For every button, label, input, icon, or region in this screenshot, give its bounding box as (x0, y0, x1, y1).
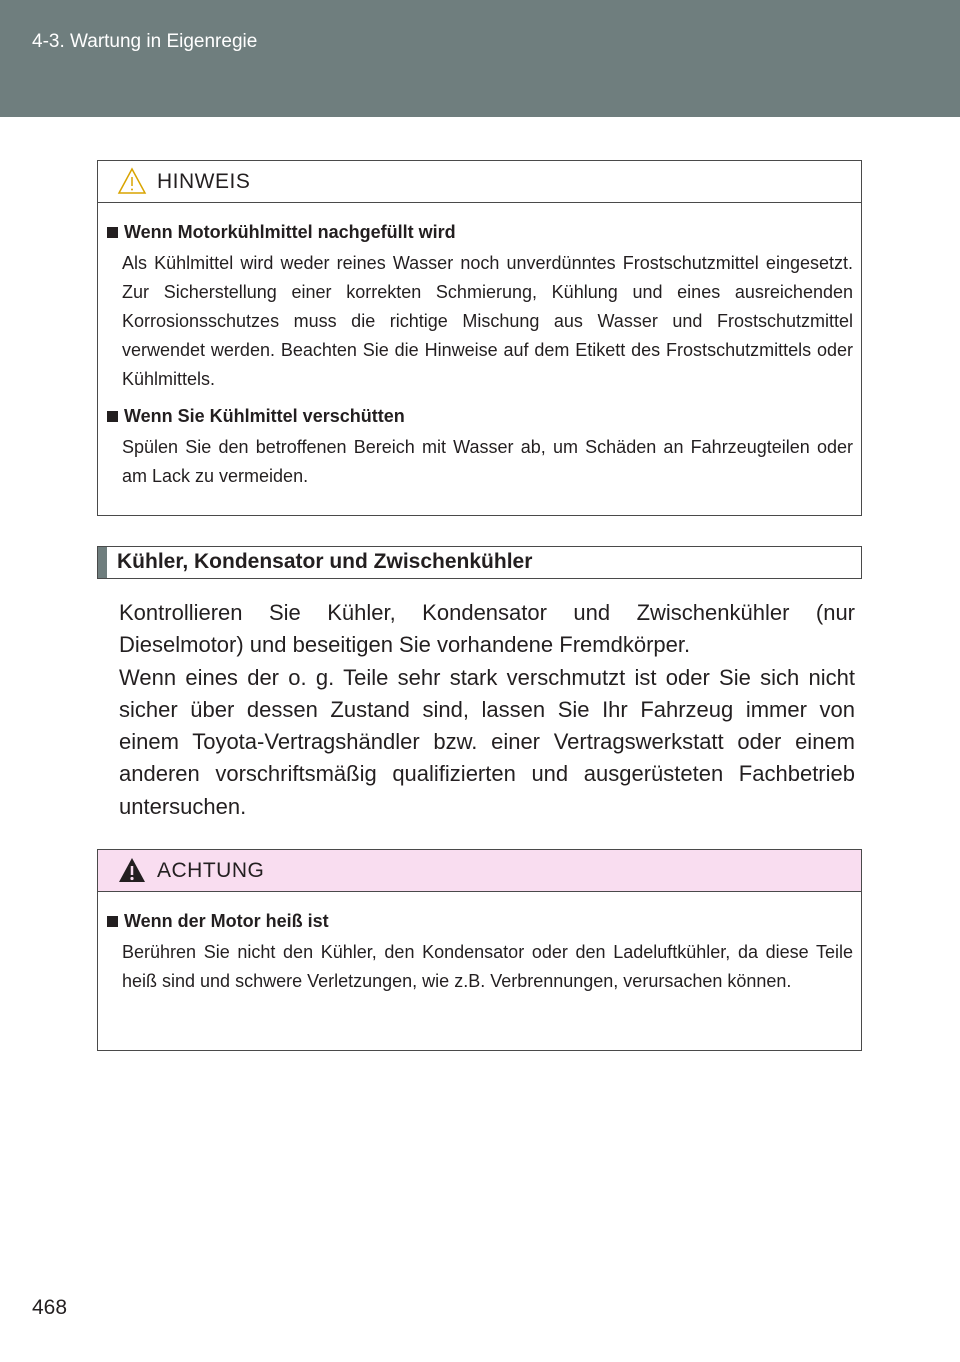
hinweis-label: HINWEIS (157, 170, 251, 193)
warning-outline-icon (117, 167, 147, 200)
list-item (107, 406, 853, 491)
achtung-label: ACHTUNG (157, 859, 265, 882)
item-text: Berühren Sie nicht den Kühler, den Kondensator oder den Ladeluftkühler, da diese Teile heiß sind und schwere Verletzungen, wie z.B. Verbrennungen, verursachen können. (122, 942, 853, 991)
item-title: Wenn Sie Kühlmittel verschütten (107, 406, 853, 427)
achtung-box (97, 849, 862, 1051)
item-title: Wenn der Motor heiß ist (107, 911, 853, 932)
section-accent (98, 547, 107, 578)
item-title: Wenn Motorkühlmittel nachgefüllt wird (107, 222, 853, 243)
item-text: Als Kühlmittel wird weder reines Wasser noch unverdünntes Frostschutzmittel eingesetzt. Zur Sicherstellung einer korrekten Schmierung, Kühlung und eines ausreichenden Korrosionsschutzes muss die richtige Mischung aus Wasser und Frostschutzmittel verwendet werden. Beachten Sie die Hinweise auf dem Etikett des Frostschutzmittels oder Kühlmittels. (122, 253, 853, 389)
section-title: Kühler, Kondensator und Zwischenkühler (117, 550, 533, 573)
achtung-body (98, 911, 861, 996)
list-item (107, 222, 853, 394)
hinweis-box (97, 160, 862, 516)
section-body (119, 597, 855, 823)
hinweis-header (98, 161, 861, 203)
square-bullet-icon (107, 411, 118, 422)
square-bullet-icon (107, 916, 118, 927)
achtung-header (98, 850, 861, 892)
page-number: 468 (32, 1296, 68, 1319)
paragraph: Wenn eines der o. g. Teile sehr stark verschmutzt ist oder Sie sich nicht sicher über dessen Zustand sind, lassen Sie Ihr Fahrzeug immer von einem Toyota-Vertragshändler bzw. einer Vertragswerkstatt oder einem anderen vorschriftsmäßig qualifizierten und ausgerüsteten Fachbetrieb untersuchen. (119, 664, 855, 819)
hinweis-body (98, 222, 861, 491)
section-heading-bar (97, 546, 862, 579)
warning-filled-icon (117, 856, 147, 889)
square-bullet-icon (107, 227, 118, 238)
page-header (0, 0, 960, 117)
list-item (107, 911, 853, 996)
paragraph: Kontrollieren Sie Kühler, Kondensator und Zwischenkühler (nur Dieselmotor) und beseitigen Sie vorhandene Fremdkörper. (119, 600, 855, 658)
item-text: Spülen Sie den betroffenen Bereich mit Wasser ab, um Schäden an Fahrzeugteilen oder am Lack zu vermeiden. (122, 437, 853, 486)
section-breadcrumb: 4-3. Wartung in Eigenregie (32, 31, 258, 52)
